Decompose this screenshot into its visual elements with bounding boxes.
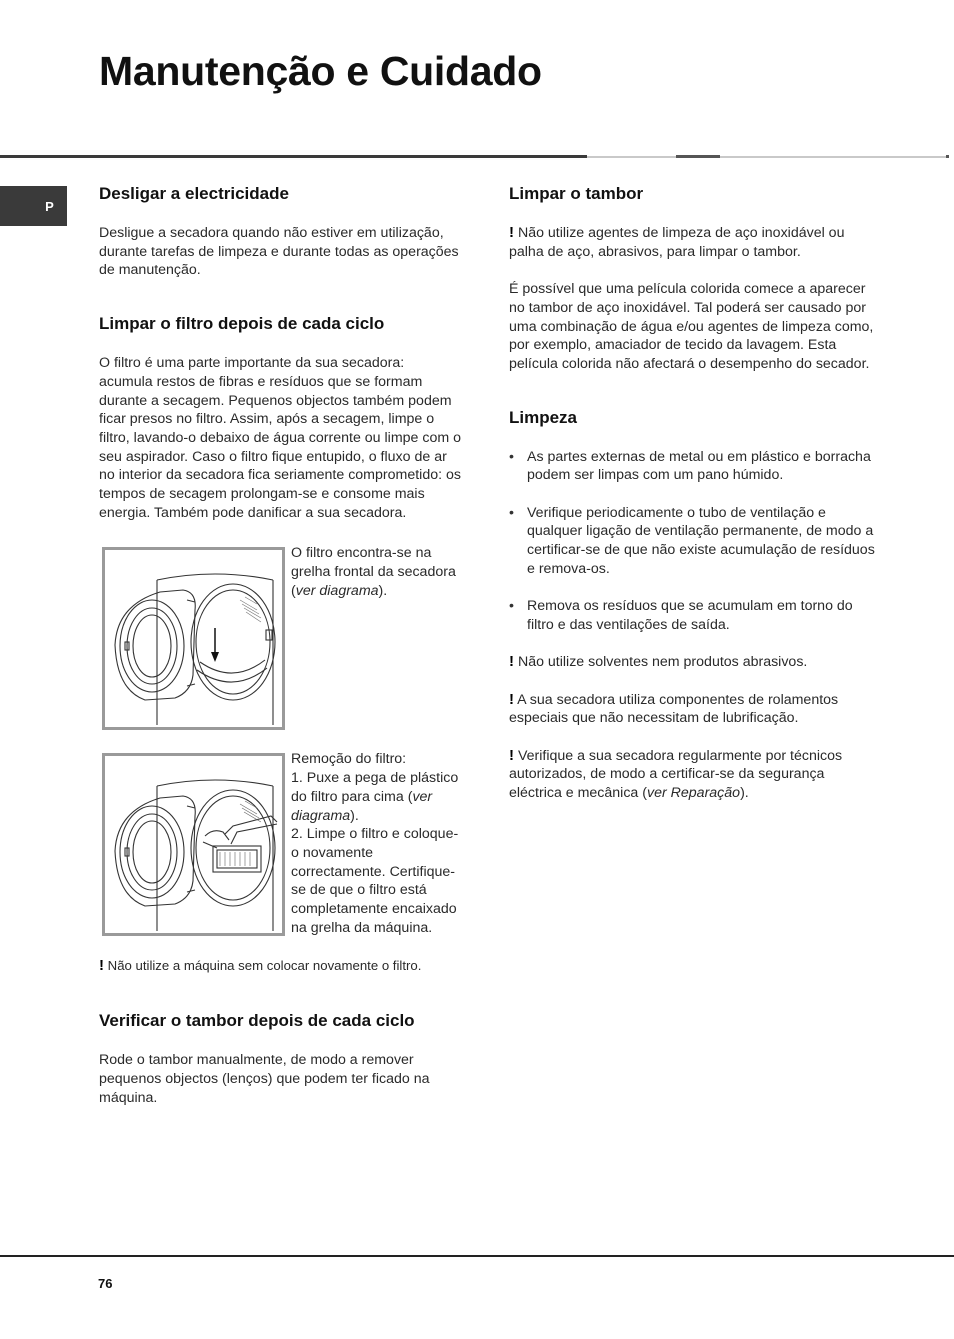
dryer-open-door-illustration bbox=[102, 547, 285, 730]
warning-mark: ! bbox=[99, 957, 104, 975]
service-warning bbox=[509, 747, 875, 803]
filter-removal-icon bbox=[105, 756, 282, 933]
dryer-filter-location-icon bbox=[105, 550, 282, 727]
bearing-warning bbox=[509, 691, 875, 728]
repair-ref: ver Reparação bbox=[647, 785, 741, 802]
cleaning-list bbox=[509, 448, 875, 635]
warning-mark: ! bbox=[509, 224, 514, 241]
text-disconnect-power: Desligue a secadora quando não estiver em utilização, durante tarefas de limpeza e durante todas as operações de manutenção. bbox=[99, 225, 459, 279]
service-warning-text: Verifique a sua secadora regularmente por técnicos autorizados, de modo a certificar-se da segurança eléctrica e mecânica ( bbox=[509, 747, 843, 802]
header-rule-light-2 bbox=[720, 156, 946, 158]
warning-mark: ! bbox=[509, 653, 514, 671]
list-item: • Remova os resíduos que se acumulam em torno do filtro e das ventilações de saída. bbox=[509, 597, 875, 634]
service-warning-end: ). bbox=[740, 785, 749, 802]
figure-row-1 bbox=[99, 544, 461, 730]
solvent-warning bbox=[509, 653, 875, 672]
header-rule-dark bbox=[0, 155, 587, 158]
filter-warning-text: Não utilize a máquina sem colocar novamente o filtro. bbox=[104, 958, 422, 974]
text-clean-filter: O filtro é uma parte importante da sua secadora: acumula restos de fibras e resíduos que se formam durante a secagem. Pequenos objectos também podem ficar presos no filtro. Assim, após a secagem, limpe o filtro, lavando-o debaixo de água corrente ou limpe com o seu aspirador. Caso o filtro fique entupido, o fluxo de ar no interior da secadora fica seriamente comprometido: os tempos de secagem prolongam-se e consome mais energia. Também pode danificar a sua secadora. bbox=[99, 355, 461, 521]
header-rule-light bbox=[587, 156, 676, 158]
list-item: • Verifique periodicamente o tubo de ventilação e qualquer ligação de ventilação permanente, de modo a certificar-se de que não existe acumulação de resíduos e remova-os. bbox=[509, 504, 875, 579]
drum-warning bbox=[509, 224, 875, 261]
fig2-step-1-end: ). bbox=[350, 807, 359, 824]
warning-mark: ! bbox=[509, 746, 514, 764]
page-number: 76 bbox=[98, 1276, 113, 1291]
text-check-drum: Rode o tambor manualmente, de modo a remover pequenos objectos (lenços) que podem ter ficado na máquina. bbox=[99, 1052, 430, 1106]
header-rule-mid bbox=[676, 155, 720, 158]
filter-warning bbox=[99, 957, 461, 976]
list-item: • As partes externas de metal ou em plástico e borracha podem ser limpas com um pano húmido. bbox=[509, 448, 875, 485]
page-title: Manutenção e Cuidado bbox=[99, 48, 542, 94]
bearing-warning-text: A sua secadora utiliza componentes de rolamentos especiais que não necessitam de lubrificação. bbox=[509, 691, 839, 727]
drum-warning-text: Não utilize agentes de limpeza de aço inoxidável ou palha de aço, abrasivos, para limpar o tambor. bbox=[509, 225, 845, 260]
heading-check-drum: Verificar o tambor depois de cada ciclo bbox=[99, 1011, 415, 1031]
footer-rule bbox=[0, 1255, 954, 1257]
warning-mark: ! bbox=[509, 690, 514, 708]
solvent-warning-text: Não utilize solventes nem produtos abrasivos. bbox=[514, 654, 808, 671]
heading-clean-drum: Limpar o tambor bbox=[509, 184, 644, 203]
fig1-diagram-ref: ver diagrama bbox=[295, 582, 379, 599]
header-rule-end bbox=[946, 155, 949, 158]
figure-2-caption bbox=[291, 750, 461, 937]
heading-disconnect-power: Desligar a electricidade bbox=[99, 184, 289, 203]
language-tab: P bbox=[0, 186, 67, 226]
heading-clean-filter: Limpar o filtro depois de cada ciclo bbox=[99, 314, 385, 334]
left-column bbox=[99, 183, 461, 1107]
figure-1-caption bbox=[291, 544, 461, 730]
heading-cleaning: Limpeza bbox=[509, 407, 578, 427]
fig1-caption-end: ). bbox=[378, 582, 388, 599]
fig1-caption-text: O filtro encontra-se na grelha frontal da secadora ( bbox=[291, 545, 456, 599]
fig2-diagram-ref: ver diagrama bbox=[291, 788, 433, 824]
fig2-step-1: 1. Puxe a pega de plástico do filtro para cima ( bbox=[291, 770, 459, 805]
right-column bbox=[509, 183, 875, 803]
fig2-caption-title: Remoção do filtro: bbox=[291, 751, 407, 768]
fig2-step-2: 2. Limpe o filtro e coloque-o novamente correctamente. Certifique-se de que o filtro está completamente encaixado na grelha da máquina. bbox=[291, 826, 459, 936]
figure-row-2 bbox=[99, 750, 461, 937]
filter-removal-illustration bbox=[102, 753, 285, 936]
text-clean-drum: É possível que uma película colorida comece a aparecer no tambor de aço inoxidável. Tal poderá ser causado por uma combinação de água e/ou agentes de limpeza como, por exemplo, amaciador de tecido da lavagem. Esta película colorida não afectará o desempenho do secador. bbox=[509, 281, 874, 372]
